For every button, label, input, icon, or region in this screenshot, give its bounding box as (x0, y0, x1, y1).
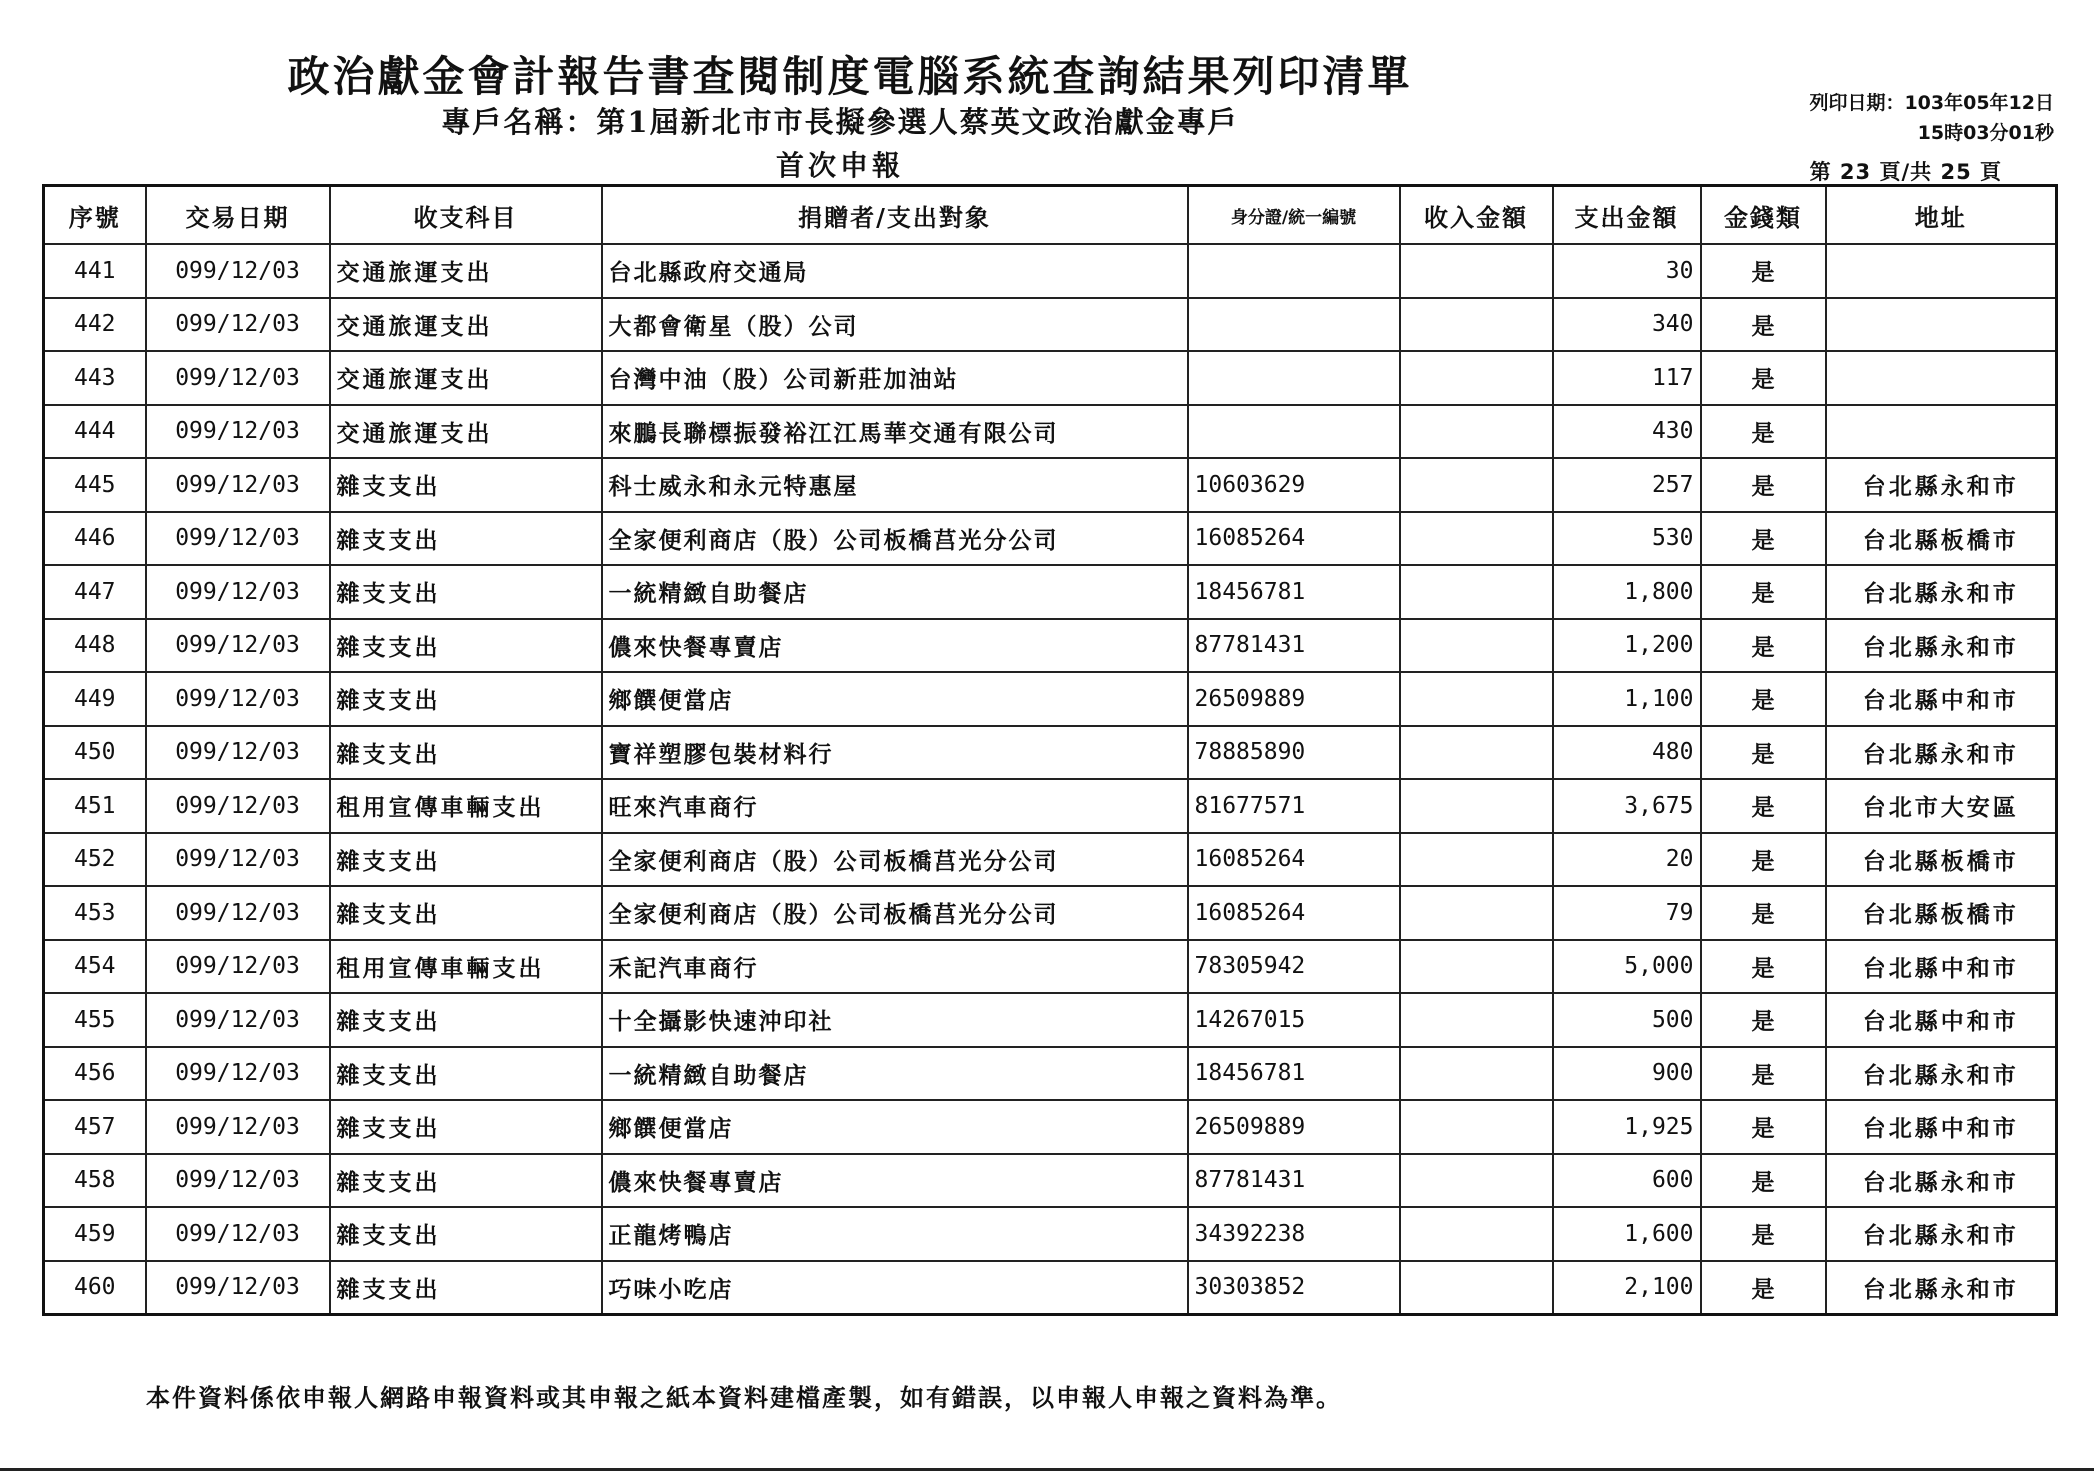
row-cash-flag: 是 (1701, 298, 1826, 352)
row-no: 448 (44, 619, 146, 673)
row-no: 447 (44, 565, 146, 619)
row-no: 445 (44, 458, 146, 512)
row-date: 099/12/03 (146, 458, 330, 512)
row-expense: 257 (1553, 458, 1701, 512)
table-body (44, 244, 2057, 1315)
row-id (1188, 405, 1400, 459)
table-row (44, 833, 2057, 887)
row-expense: 900 (1553, 1047, 1701, 1101)
row-no: 441 (44, 244, 146, 298)
row-cash-flag: 是 (1701, 779, 1826, 833)
page-indicator: 第 23 頁/共 25 頁 (1809, 160, 2002, 184)
row-no: 454 (44, 940, 146, 994)
row-id: 16085264 (1188, 833, 1400, 887)
row-payee: 台灣中油（股）公司新莊加油站 (602, 351, 1188, 405)
row-address: 台北縣永和市 (1826, 726, 2057, 780)
row-income (1400, 512, 1553, 566)
row-address: 台北縣中和市 (1826, 672, 2057, 726)
row-no: 453 (44, 886, 146, 940)
row-address: 台北縣永和市 (1826, 619, 2057, 673)
row-date: 099/12/03 (146, 351, 330, 405)
row-category: 雜支支出 (330, 1207, 602, 1261)
row-date: 099/12/03 (146, 1154, 330, 1208)
row-expense: 1,800 (1553, 565, 1701, 619)
row-no: 450 (44, 726, 146, 780)
row-category: 雜支支出 (330, 833, 602, 887)
row-id: 18456781 (1188, 1047, 1400, 1101)
row-category: 雜支支出 (330, 1047, 602, 1101)
row-income (1400, 351, 1553, 405)
row-category: 雜支支出 (330, 1261, 602, 1315)
row-expense: 3,675 (1553, 779, 1701, 833)
row-payee: 儂來快餐專賣店 (602, 1154, 1188, 1208)
row-address: 台北縣板橋市 (1826, 512, 2057, 566)
row-cash-flag: 是 (1701, 726, 1826, 780)
row-address: 台北市大安區 (1826, 779, 2057, 833)
row-category: 租用宣傳車輛支出 (330, 940, 602, 994)
print-date: 列印日期：103年05年12日 (1809, 92, 2054, 114)
row-income (1400, 298, 1553, 352)
col-header-expense: 支出金額 (1553, 186, 1701, 245)
row-no: 459 (44, 1207, 146, 1261)
row-income (1400, 833, 1553, 887)
row-expense: 340 (1553, 298, 1701, 352)
row-category: 雜支支出 (330, 512, 602, 566)
row-expense: 1,200 (1553, 619, 1701, 673)
table-row (44, 351, 2057, 405)
account-name: 專戶名稱：第1屆新北市市長擬參選人蔡英文政治獻金專戶 (441, 105, 1239, 139)
row-address: 台北縣中和市 (1826, 993, 2057, 1047)
row-address (1826, 244, 2057, 298)
report-title: 政治獻金會計報告書查閱制度電腦系統查詢結果列印清單 (287, 52, 1413, 101)
row-cash-flag: 是 (1701, 672, 1826, 726)
table-row (44, 458, 2057, 512)
row-expense: 430 (1553, 405, 1701, 459)
table-row (44, 565, 2057, 619)
row-income (1400, 779, 1553, 833)
row-expense: 5,000 (1553, 940, 1701, 994)
row-expense: 1,100 (1553, 672, 1701, 726)
table-row (44, 726, 2057, 780)
row-address (1826, 351, 2057, 405)
row-date: 099/12/03 (146, 886, 330, 940)
table-row (44, 1047, 2057, 1101)
row-expense: 1,925 (1553, 1100, 1701, 1154)
transaction-table (42, 184, 2058, 1316)
row-expense: 530 (1553, 512, 1701, 566)
col-header-id: 身分證/統一編號 (1188, 186, 1400, 245)
row-expense: 1,600 (1553, 1207, 1701, 1261)
row-id: 14267015 (1188, 993, 1400, 1047)
row-income (1400, 458, 1553, 512)
row-no: 442 (44, 298, 146, 352)
row-id: 87781431 (1188, 619, 1400, 673)
row-date: 099/12/03 (146, 779, 330, 833)
row-category: 交通旅運支出 (330, 298, 602, 352)
row-id: 16085264 (1188, 886, 1400, 940)
row-payee: 寶祥塑膠包裝材料行 (602, 726, 1188, 780)
row-expense: 2,100 (1553, 1261, 1701, 1315)
row-id: 30303852 (1188, 1261, 1400, 1315)
row-payee: 來鵬長聯標振發裕江江馬華交通有限公司 (602, 405, 1188, 459)
bottom-divider (0, 1468, 2094, 1471)
table-row (44, 1154, 2057, 1208)
row-category: 雜支支出 (330, 672, 602, 726)
row-category: 雜支支出 (330, 619, 602, 673)
row-id (1188, 298, 1400, 352)
row-cash-flag: 是 (1701, 351, 1826, 405)
row-income (1400, 405, 1553, 459)
row-cash-flag: 是 (1701, 886, 1826, 940)
row-category: 雜支支出 (330, 886, 602, 940)
row-payee: 大都會衛星（股）公司 (602, 298, 1188, 352)
row-payee: 巧味小吃店 (602, 1261, 1188, 1315)
row-payee: 正龍烤鴨店 (602, 1207, 1188, 1261)
footer-note: 本件資料係依申報人網路申報資料或其申報之紙本資料建檔產製，如有錯誤，以申報人申報之資料為準。 (146, 1383, 1342, 1412)
row-cash-flag: 是 (1701, 940, 1826, 994)
row-payee: 旺來汽車商行 (602, 779, 1188, 833)
row-id: 34392238 (1188, 1207, 1400, 1261)
row-payee: 全家便利商店（股）公司板橋莒光分公司 (602, 886, 1188, 940)
row-category: 雜支支出 (330, 1154, 602, 1208)
table-row (44, 1207, 2057, 1261)
row-date: 099/12/03 (146, 405, 330, 459)
row-payee: 鄉饌便當店 (602, 672, 1188, 726)
row-no: 452 (44, 833, 146, 887)
row-cash-flag: 是 (1701, 244, 1826, 298)
row-income (1400, 1100, 1553, 1154)
row-no: 456 (44, 1047, 146, 1101)
row-id: 26509889 (1188, 1100, 1400, 1154)
table-row (44, 619, 2057, 673)
row-address: 台北縣永和市 (1826, 1207, 2057, 1261)
row-payee: 儂來快餐專賣店 (602, 619, 1188, 673)
row-payee: 一統精緻自助餐店 (602, 1047, 1188, 1101)
row-cash-flag: 是 (1701, 1261, 1826, 1315)
row-income (1400, 619, 1553, 673)
col-header-cash: 金錢類 (1701, 186, 1826, 245)
row-income (1400, 886, 1553, 940)
row-no: 458 (44, 1154, 146, 1208)
table-row (44, 779, 2057, 833)
row-date: 099/12/03 (146, 1047, 330, 1101)
row-date: 099/12/03 (146, 1100, 330, 1154)
row-income (1400, 244, 1553, 298)
row-cash-flag: 是 (1701, 1100, 1826, 1154)
row-income (1400, 1207, 1553, 1261)
row-income (1400, 1047, 1553, 1101)
row-address: 台北縣中和市 (1826, 940, 2057, 994)
row-expense: 480 (1553, 726, 1701, 780)
row-income (1400, 1261, 1553, 1315)
row-category: 租用宣傳車輛支出 (330, 779, 602, 833)
row-income (1400, 672, 1553, 726)
table-row (44, 940, 2057, 994)
row-address: 台北縣板橋市 (1826, 833, 2057, 887)
row-payee: 全家便利商店（股）公司板橋莒光分公司 (602, 512, 1188, 566)
table-row (44, 672, 2057, 726)
table-row (44, 993, 2057, 1047)
row-address (1826, 298, 2057, 352)
row-expense: 117 (1553, 351, 1701, 405)
row-date: 099/12/03 (146, 672, 330, 726)
row-cash-flag: 是 (1701, 993, 1826, 1047)
row-no: 449 (44, 672, 146, 726)
row-payee: 全家便利商店（股）公司板橋莒光分公司 (602, 833, 1188, 887)
row-cash-flag: 是 (1701, 1154, 1826, 1208)
table-row (44, 1261, 2057, 1315)
row-no: 455 (44, 993, 146, 1047)
row-category: 雜支支出 (330, 726, 602, 780)
row-date: 099/12/03 (146, 833, 330, 887)
row-income (1400, 726, 1553, 780)
row-id: 87781431 (1188, 1154, 1400, 1208)
row-payee: 一統精緻自助餐店 (602, 565, 1188, 619)
row-id (1188, 244, 1400, 298)
row-date: 099/12/03 (146, 993, 330, 1047)
row-date: 099/12/03 (146, 940, 330, 994)
row-cash-flag: 是 (1701, 1047, 1826, 1101)
row-expense: 30 (1553, 244, 1701, 298)
report-type: 首次申報 (775, 149, 904, 182)
row-id: 10603629 (1188, 458, 1400, 512)
row-id: 18456781 (1188, 565, 1400, 619)
row-cash-flag: 是 (1701, 565, 1826, 619)
row-income (1400, 993, 1553, 1047)
row-payee: 科士威永和永元特惠屋 (602, 458, 1188, 512)
row-expense: 79 (1553, 886, 1701, 940)
row-no: 451 (44, 779, 146, 833)
row-address: 台北縣永和市 (1826, 1154, 2057, 1208)
row-cash-flag: 是 (1701, 833, 1826, 887)
row-category: 交通旅運支出 (330, 405, 602, 459)
row-id: 78885890 (1188, 726, 1400, 780)
row-cash-flag: 是 (1701, 458, 1826, 512)
row-no: 443 (44, 351, 146, 405)
row-date: 099/12/03 (146, 298, 330, 352)
table-row (44, 244, 2057, 298)
row-date: 099/12/03 (146, 565, 330, 619)
print-info (1809, 88, 2054, 148)
row-no: 444 (44, 405, 146, 459)
table-header-row (44, 186, 2057, 245)
row-address: 台北縣永和市 (1826, 1047, 2057, 1101)
row-cash-flag: 是 (1701, 1207, 1826, 1261)
row-id: 16085264 (1188, 512, 1400, 566)
row-payee: 鄉饌便當店 (602, 1100, 1188, 1154)
row-no: 446 (44, 512, 146, 566)
table-row (44, 886, 2057, 940)
row-date: 099/12/03 (146, 512, 330, 566)
row-address: 台北縣板橋市 (1826, 886, 2057, 940)
table-row (44, 1100, 2057, 1154)
row-address: 台北縣永和市 (1826, 565, 2057, 619)
row-income (1400, 1154, 1553, 1208)
table-row (44, 512, 2057, 566)
row-category: 雜支支出 (330, 1100, 602, 1154)
row-id (1188, 351, 1400, 405)
col-header-date: 交易日期 (146, 186, 330, 245)
row-id: 81677571 (1188, 779, 1400, 833)
col-header-category: 收支科目 (330, 186, 602, 245)
row-cash-flag: 是 (1701, 619, 1826, 673)
row-no: 457 (44, 1100, 146, 1154)
row-address (1826, 405, 2057, 459)
table-row (44, 298, 2057, 352)
row-payee: 台北縣政府交通局 (602, 244, 1188, 298)
row-expense: 20 (1553, 833, 1701, 887)
table-row (44, 405, 2057, 459)
row-cash-flag: 是 (1701, 405, 1826, 459)
row-income (1400, 940, 1553, 994)
row-id: 78305942 (1188, 940, 1400, 994)
row-id: 26509889 (1188, 672, 1400, 726)
row-address: 台北縣永和市 (1826, 1261, 2057, 1315)
col-header-income: 收入金額 (1400, 186, 1553, 245)
row-date: 099/12/03 (146, 619, 330, 673)
row-category: 雜支支出 (330, 458, 602, 512)
row-date: 099/12/03 (146, 244, 330, 298)
row-expense: 600 (1553, 1154, 1701, 1208)
row-date: 099/12/03 (146, 726, 330, 780)
row-address: 台北縣永和市 (1826, 458, 2057, 512)
row-address: 台北縣中和市 (1826, 1100, 2057, 1154)
row-income (1400, 565, 1553, 619)
print-time: 15時03分01秒 (1917, 122, 2054, 144)
row-category: 交通旅運支出 (330, 244, 602, 298)
row-date: 099/12/03 (146, 1207, 330, 1261)
row-payee: 禾記汽車商行 (602, 940, 1188, 994)
row-no: 460 (44, 1261, 146, 1315)
row-payee: 十全攝影快速沖印社 (602, 993, 1188, 1047)
row-expense: 500 (1553, 993, 1701, 1047)
col-header-address: 地址 (1826, 186, 2057, 245)
row-date: 099/12/03 (146, 1261, 330, 1315)
row-category: 交通旅運支出 (330, 351, 602, 405)
row-category: 雜支支出 (330, 565, 602, 619)
row-category: 雜支支出 (330, 993, 602, 1047)
col-header-payee: 捐贈者/支出對象 (602, 186, 1188, 245)
col-header-no: 序號 (44, 186, 146, 245)
row-cash-flag: 是 (1701, 512, 1826, 566)
